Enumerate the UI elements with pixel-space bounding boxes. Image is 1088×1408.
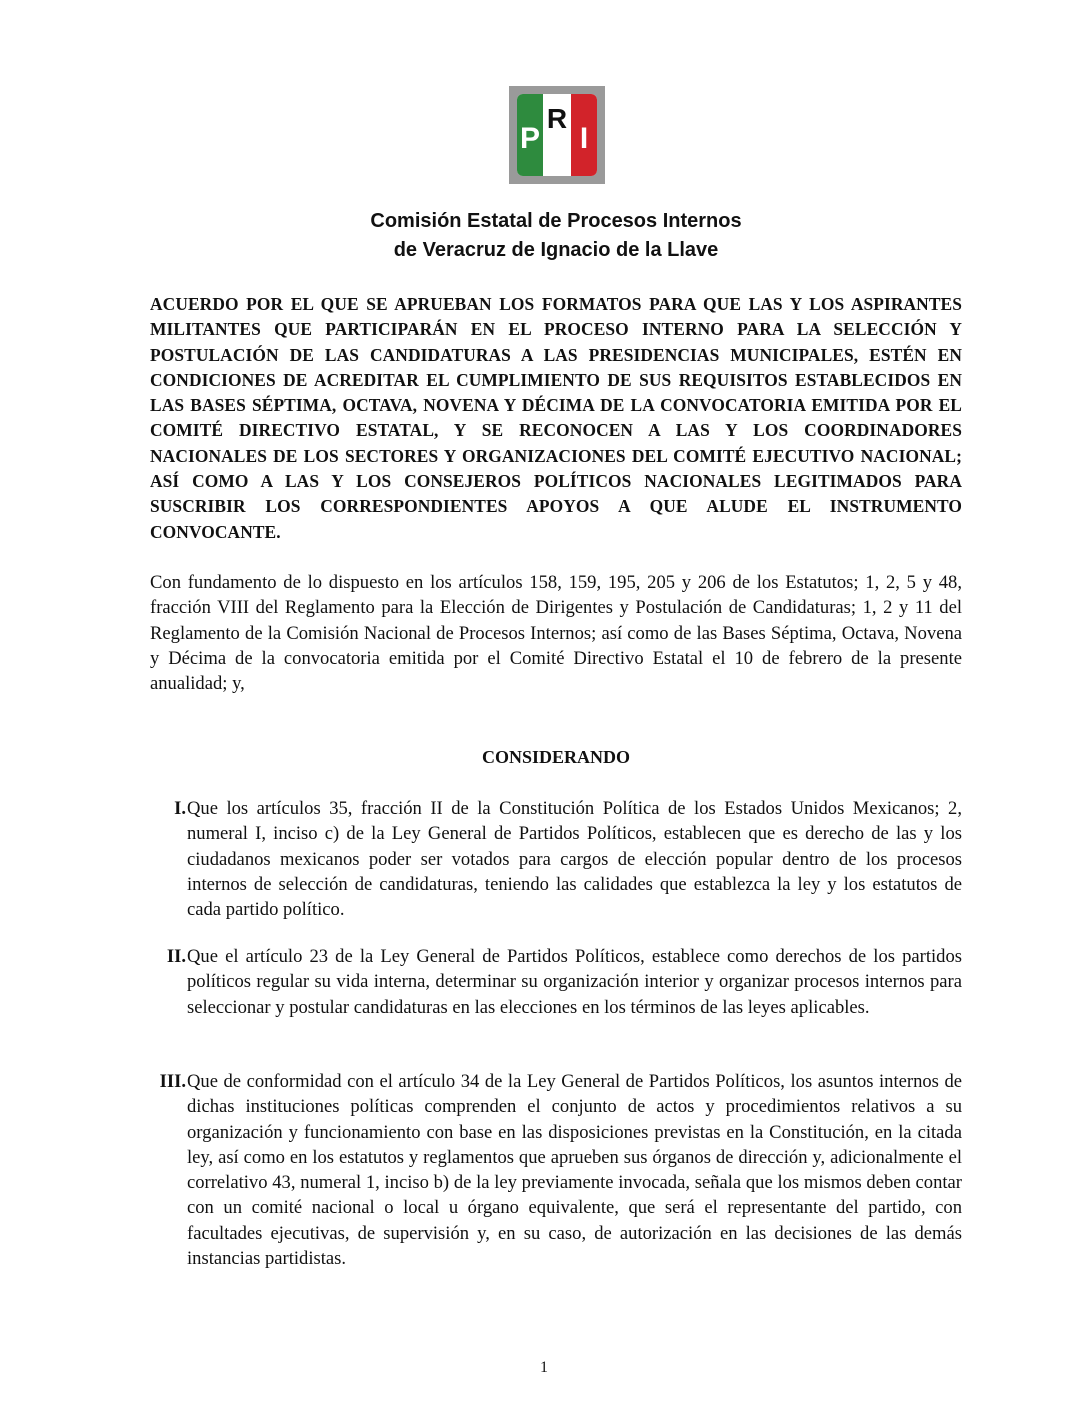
logo-letter-i: I <box>579 122 589 155</box>
considerando-item-1 <box>150 796 962 922</box>
item-text: Que el artículo 23 de la Ley General de Partidos Políticos, establece como derechos de los partidos políticos regular su vida interna, determinar su organización interior y organizar procesos internos para seleccionar y postular candidaturas en las elecciones en los términos de las leyes aplicables. <box>187 946 962 1018</box>
item-numeral: II. <box>166 946 186 967</box>
logo-letter-r: R <box>546 103 568 134</box>
commission-title-line1: Comisión Estatal de Procesos Internos <box>370 210 742 232</box>
considerando-title: CONSIDERANDO <box>481 747 631 767</box>
agreement-heading: ACUERDO POR EL QUE SE APRUEBAN LOS FORMATOS PARA QUE LAS Y LOS ASPIRANTES MILITANTES QUE PARTICIPARÁN EN EL PROCESO INTERNO PARA LA SELECCIÓN Y POSTULACIÓN DE LAS CANDIDATURAS A LAS PRESIDENCIAS MUNICIPALES, ESTÉN EN CONDICIONES DE ACREDITAR EL CUMPLIMIENTO DE SUS REQUISITOS ESTABLECIDOS EN LAS BASES SÉPTIMA, OCTAVA, NOVENA Y DÉCIMA DE LA CONVOCATORIA EMITIDA POR EL COMITÉ DIRECTIVO ESTATAL, Y SE RECONOCEN A LAS Y LOS COORDINADORES NACIONALES DE LOS SECTORES Y ORGANIZACIONES DEL COMITÉ EJECUTIVO NACIONAL; ASÍ COMO A LAS Y LOS CONSEJEROS POLÍTICOS NACIONALES LEGITIMADOS PARA SUSCRIBIR LOS CORRESPONDIENTES APOYOS A QUE ALUDE EL INSTRUMENTO CONVOCANTE. <box>150 294 962 542</box>
considerando-item-3 <box>150 1069 962 1271</box>
item-numeral: I. <box>174 798 186 819</box>
commission-title-line2: de Veracruz de Ignacio de la Llave <box>393 239 719 261</box>
legal-basis-paragraph: Con fundamento de lo dispuesto en los artículos 158, 159, 195, 205 y 206 de los Estatutos; 1, 2, 5 y 48, fracción VIII del Reglamento para la Elección de Dirigentes y Postulación de Candidaturas; 1, 2 y 11 del Reglamento de la Comisión Nacional de Procesos Internos; así como de las Bases Séptima, Octava, Novena y Décima de la convocatoria emitida por el Comité Directivo Estatal el 10 de febrero de la presente anualidad; y, <box>150 572 962 695</box>
logo-letter-p: P <box>519 122 541 155</box>
pri-logo <box>509 86 605 184</box>
considerando-item-2 <box>150 944 962 1020</box>
item-numeral: III. <box>159 1071 186 1092</box>
pri-logo-emblem <box>509 86 605 184</box>
item-text: Que los artículos 35, fracción II de la Constitución Política de los Estados Unidos Mexicanos; 2, numeral I, inciso c) de la Ley General de Partidos Políticos, establecen que es derecho de las y los ciudadanos mexicanos poder ser votados para cargos de elección popular dentro de los procesos internos de selección de candidaturas, teniendo las calidades que establezca la ley y los estatutos de cada partido político. <box>187 798 962 921</box>
item-text: Que de conformidad con el artículo 34 de la Ley General de Partidos Políticos, los asuntos internos de dichas instituciones políticas comprenden el conjunto de actos y procedimientos relativos a su organización y funcionamiento con base en las disposiciones previstas en la Constitución, en la citada ley, así como en los estatutos y reglamentos que aprueben sus órganos de dirección y, adicionalmente el correlativo 43, numeral 1, inciso b) de la ley previamente invocada, señala que los mismos deben contar con un comité nacional o local u órgano equivalente, que será el representante del partido, con facultades ejecutivas, de supervisión y, en su caso, de autorización en las decisiones de las demás instancias partidistas. <box>187 1071 962 1270</box>
page-number: 1 <box>540 1359 548 1376</box>
